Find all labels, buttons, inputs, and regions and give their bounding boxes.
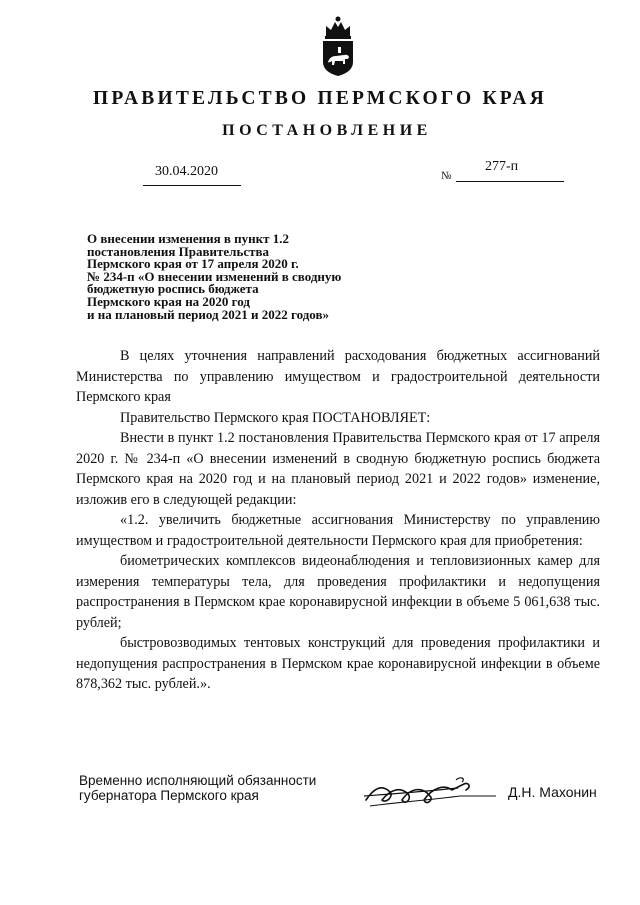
number-field: [456, 157, 564, 182]
signatory-position: [79, 773, 316, 803]
document-number: 277-п: [485, 159, 519, 174]
document-subject: [87, 233, 387, 321]
date-field: [143, 163, 241, 186]
subject-line: постановления Правительства: [87, 243, 269, 259]
subject-line: № 234-п «О внесении изменений в сводную: [87, 268, 342, 284]
subject-line: Пермского края от 17 апреля 2020 г.: [87, 256, 299, 272]
position-line: губернатора Пермского края: [79, 788, 259, 803]
signer-name: Д.Н. Махонин: [508, 784, 597, 800]
subject-line: О внесении изменения в пункт 1.2: [87, 231, 290, 246]
subject-line: бюджетную роспись бюджета: [87, 281, 259, 297]
body-paragraph: В целях уточнения направлений расходования бюджетных ассигнований Министерства по управлению имуществом и градостроительной деятельности Пермского края: [76, 348, 600, 405]
document-date: 30.04.2020: [155, 164, 218, 179]
coat-of-arms-icon: [318, 14, 358, 78]
number-sign: №: [441, 170, 452, 182]
handwritten-signature-icon: [360, 770, 500, 814]
subject-line: и на плановый период 2021 и 2022 годов»: [87, 306, 329, 322]
body-paragraph: Внести в пункт 1.2 постановления Правительства Пермского края от 17 апреля 2020 г. № 234-п «О внесении изменений в сводную бюджетную роспись бюджета Пермского края на 2020 год и на плановый период 2021 и 2022 годов» изменение, изложив его в следующей редакции:: [76, 430, 600, 508]
document-type: ПОСТАНОВЛЕНИЕ: [222, 122, 432, 139]
body-paragraph: Правительство Пермского края ПОСТАНОВЛЯЕТ:: [120, 409, 431, 426]
subject-line: Пермского края на 2020 год: [87, 293, 250, 309]
government-title: ПРАВИТЕЛЬСТВО ПЕРМСКОГО КРАЯ: [93, 88, 547, 109]
body-paragraph: биометрических комплексов видеонаблюдения и тепловизионных камер для измерения температуры тела, для проведения профилактики и недопущения распространения в Пермском крае коронавирусной инфекции в объеме 5 061,638 тыс. рублей;: [76, 553, 600, 631]
body-paragraph: «1.2. увеличить бюджетные ассигнования Министерству по управлению имуществом и градостроительной деятельности Пермского края для приобретения:: [76, 512, 600, 549]
document-body: [76, 346, 600, 695]
body-paragraph: быстровозводимых тентовых конструкций для проведения профилактики и недопущения распространения в Пермском крае коронавирусной инфекции в объеме 878,362 тыс. рублей.».: [76, 635, 600, 692]
position-line: Временно исполняющий обязанности: [79, 773, 317, 788]
